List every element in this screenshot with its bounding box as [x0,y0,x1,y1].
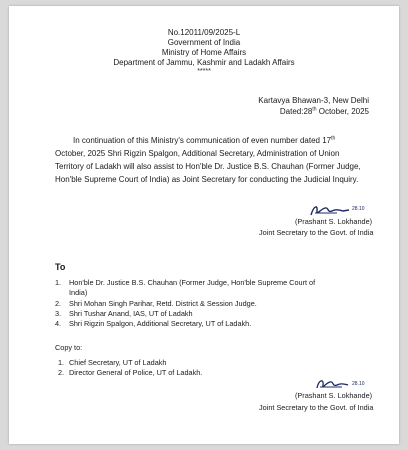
ministry-line: Ministry of Home Affairs [161,48,247,57]
to-heading: To [55,262,66,272]
body-line-2: October, 2025 Shri Rigzin Spalgon, Additional Secretary, Administration of Union [55,149,340,158]
stars-separator: ***** [197,68,211,75]
to-item-2-text: Shri Mohan Singh Parihar, Retd. District & Session Judge. [69,299,257,308]
date-suffix: October, 2025 [316,107,369,116]
document-page [9,6,399,444]
date-prefix: Dated:28 [279,107,313,116]
copy-item-2-text: Director General of Police, UT of Ladakh. [69,368,203,377]
date-sup: th [312,106,317,113]
to-item-4-num: 4. [55,319,62,328]
signature-2-title: Joint Secretary to the Govt. of India [259,403,374,412]
body-line-1-text: In continuation of this Ministry's communication of even number dated 17 [73,136,332,145]
body-line-1 [73,136,335,146]
to-item-1-line1: Hon'ble Dr. Justice B.S. Chauhan (Former Judge, Hon'ble Supreme Court of [69,278,316,287]
to-item-4-text: Shri Rigzin Spalgon, Additional Secretary, UT of Ladakh. [69,319,252,328]
to-item-1-text [69,278,359,297]
to-item-1-num: 1. [55,278,62,287]
copy-item-1-num: 1. [58,358,65,367]
signature-2-date: 28.10 [352,381,365,387]
copy-item-2-num: 2. [58,368,65,377]
copy-heading: Copy to: [55,343,83,352]
body-line-4: Hon'ble Supreme Court of India) as Joint Secretary for conducting the Judicial Inquiry. [55,175,359,184]
department-line: Department of Jammu, Kashmir and Ladakh Affairs [113,58,295,67]
signature-1-title: Joint Secretary to the Govt. of India [259,228,374,237]
copy-item-1-text: Chief Secretary, UT of Ladakh [69,358,167,367]
address-date [280,107,369,117]
government-line: Government of India [167,38,241,47]
signature-2-name: (Prashant S. Lokhande) [295,391,373,400]
address-place: Kartavya Bhawan-3, New Delhi [258,96,369,105]
signature-1-date: 28.10 [352,206,365,212]
to-item-2-num: 2. [55,299,62,308]
to-item-3-num: 3. [55,309,62,318]
file-number: No.12011/09/2025-L [167,28,241,37]
signature-1-name: (Prashant S. Lokhande) [295,217,373,226]
body-line-3: Territory of Ladakh will also assist to Hon'ble Dr. Justice B.S. Chauhan (Former Judge, [55,162,361,171]
to-item-3-text: Shri Tushar Anand, IAS, UT of Ladakh [69,309,193,318]
body-line-1-sup: th [331,135,336,142]
to-item-1-line2: India) [69,287,88,297]
